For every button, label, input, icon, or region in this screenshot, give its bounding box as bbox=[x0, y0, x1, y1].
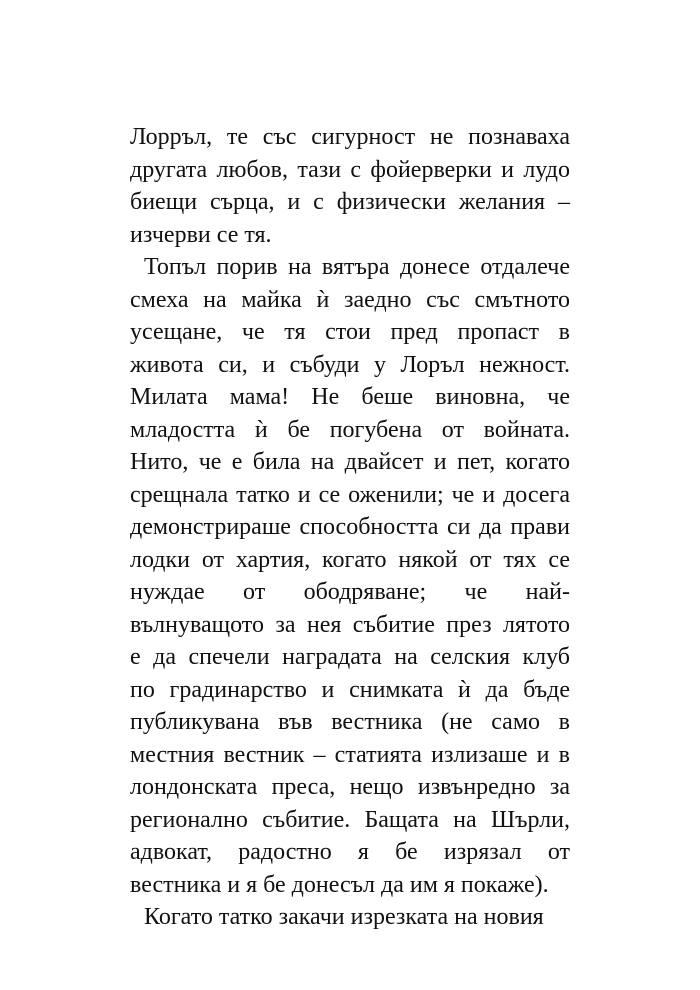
text-line: местния вестник – статията излизаше и в bbox=[130, 741, 570, 768]
text-line: нуждае от ободряване; че най- bbox=[130, 579, 570, 605]
text-line: демонстрираше способността си да прави bbox=[130, 514, 570, 540]
text-line: другата любов, тази с фойерверки и лудо bbox=[130, 156, 570, 183]
text-line: младостта ѝ бе погубена от войната. bbox=[130, 416, 570, 443]
text-line: е да спечели наградата на селския клуб bbox=[130, 644, 570, 670]
text-line: вестника и я бе донесъл да им я покаже). bbox=[130, 871, 549, 898]
text-line: живота си, и събуди у Лоръл нежност. bbox=[130, 351, 570, 378]
body-text bbox=[130, 121, 570, 934]
text-line: биещи сърца, и с физически желания – bbox=[130, 189, 570, 215]
text-line: изчерви се тя. bbox=[130, 221, 272, 248]
text-line: Топъл порив на вятъра донесе отдалече bbox=[144, 254, 570, 280]
text-line: срещнала татко и се оженили; че и досега bbox=[130, 481, 570, 508]
text-line: Милата мама! Не беше виновна, че bbox=[130, 384, 570, 410]
text-line: Когато татко закачи изрезката на новия bbox=[144, 904, 544, 930]
text-line: смеха на майка ѝ заедно със смътното bbox=[130, 286, 570, 313]
text-line: лодки от хартия, когато някой от тях се bbox=[130, 546, 570, 573]
text-line: усещане, че тя стои пред пропаст в bbox=[130, 319, 570, 345]
text-line: Лорръл, те със сигурност не познаваха bbox=[130, 124, 570, 150]
text-line: лондонската преса, нещо извънредно за bbox=[130, 774, 570, 800]
text-line: по градинарство и снимката ѝ да бъде bbox=[130, 676, 570, 703]
text-line: вълнуващото за нея събитие през лятото bbox=[130, 611, 570, 638]
text-line: Нито, че е била на двайсет и пет, когато bbox=[130, 449, 570, 475]
text-line: регионално събитие. Бащата на Шърли, bbox=[130, 806, 570, 833]
text-line: адвокат, радостно я бе изрязал от bbox=[130, 839, 570, 865]
text-line: публикувана във вестника (не само в bbox=[130, 709, 570, 735]
